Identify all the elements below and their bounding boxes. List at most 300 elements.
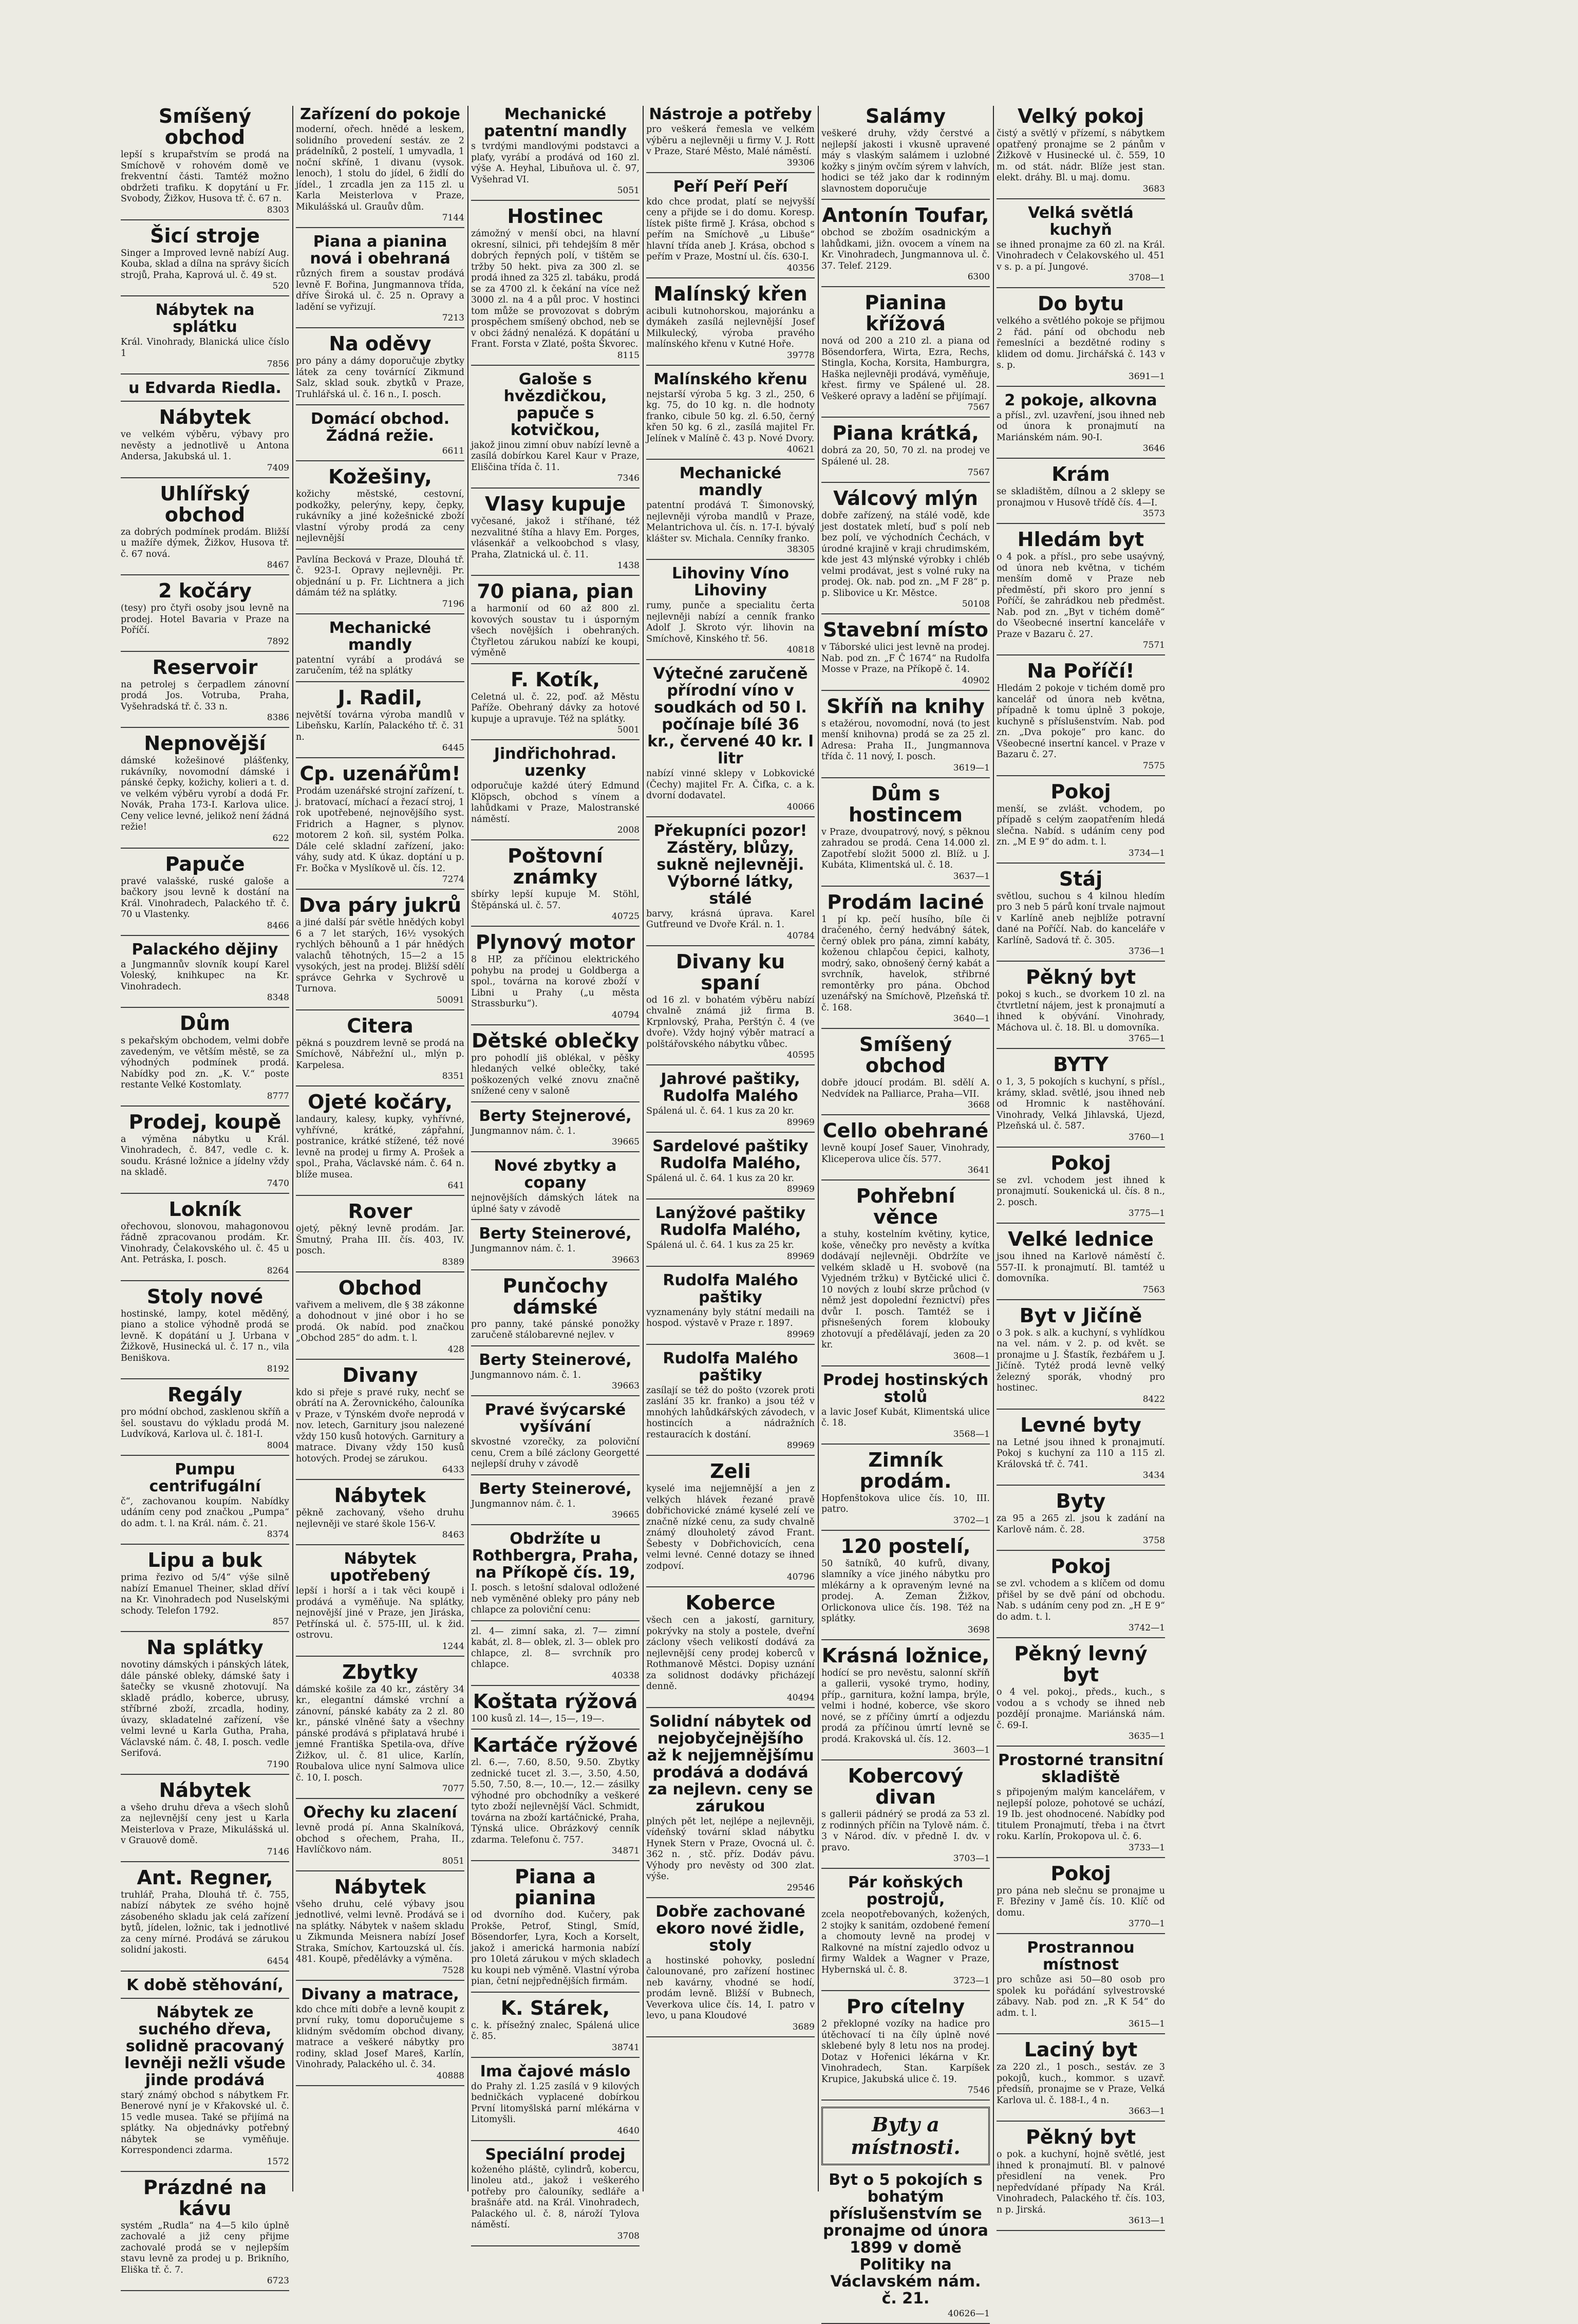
classified-ad <box>646 178 815 278</box>
ad-heading: Plynový motor <box>475 931 635 953</box>
classified-ad <box>296 620 464 682</box>
column-rule <box>292 106 293 2191</box>
ad-code: 8467 <box>267 560 289 570</box>
ad-separator <box>121 295 289 296</box>
ad-body: za 220 zl., 1 posch., sestáv. ze 3 pokojů, kuch., kommor. s uzavř. předsíň, pronajme se v Praze, Velká Karlova ul. č. 188-I., 4 n. <box>997 2062 1165 2106</box>
ad-heading: Punčochy dámské <box>502 1274 608 1318</box>
ad-heading: Reservoir <box>152 655 258 679</box>
ad-separator <box>821 1114 990 1115</box>
ad-heading: Prodám laciné <box>827 890 984 913</box>
ad-code: 38741 <box>611 2042 640 2053</box>
ad-code: 7409 <box>267 462 289 473</box>
classified-ad <box>296 763 464 890</box>
ad-code: 89969 <box>786 1184 815 1194</box>
ad-body: zámožný v menší obci, na hlavní okresní, silnici, při tehdejším 8 měr dobrých řepných polí, v tištěm se tržby 50 hekt. piva za 300 zl. se prodá ihned za 325 zl. tabáku, prodá se za 4700 zl. k čekání na více než 3000 zl. na 4 a půl proc. V hostinci tom může se provozovat s dobrým prospěchem smíšený obchod, neb se v obci žádný nenalézá. K dopátání u Frant. Forsta v Zlaté, pošta Škvorec. <box>471 229 640 349</box>
classified-ad <box>471 669 640 741</box>
ad-code: 6445 <box>442 743 464 753</box>
ad-body: pro pány a dámy doporučuje zbytky látek za ceny továrnící Zikmund Salz, sklad souk. zbytků v Praze, Truhlářská ul. č. 16 n., I. posch. <box>296 356 464 400</box>
ad-heading: Malínského křenu <box>653 370 807 388</box>
ad-separator <box>646 659 815 660</box>
ad-code: 3683 <box>1142 183 1165 194</box>
ad-separator <box>471 1345 640 1346</box>
ad-body: sbírky lepší kupuje M. Stöhl, Štěpánská ul. č. 57. <box>471 889 640 911</box>
ad-code: 40796 <box>786 1572 815 1582</box>
classified-ad <box>296 1201 464 1272</box>
ad-separator <box>471 839 640 840</box>
ad-separator <box>121 1971 289 1972</box>
classified-ad <box>821 1120 990 1180</box>
ad-separator <box>121 1007 289 1008</box>
ad-separator <box>997 2033 1165 2034</box>
ad-body: kdo chce míti dobře a levně koupit z první ruky, tomu doporučujeme s klidným svědomím obchod divany, matrace a veškeré nábytky pro rodiny, sklad Josef Mareš, Karlín, Vinohrady, Palackého ul. č. 34. <box>296 2004 464 2070</box>
ad-heading: Obdržíte u Rothbergra, Praha, na Příkopě čís. 19, <box>472 1530 639 1582</box>
ad-code: 8351 <box>442 1071 464 1081</box>
ad-code: 3742—1 <box>1128 1623 1165 1633</box>
classified-ad <box>471 1276 640 1346</box>
classified-ad <box>997 293 1165 387</box>
classified-ad <box>121 483 289 576</box>
ad-body: nová od 200 a 210 zl. a piana od Bösendorfera, Wirta, Ezra, Rechs, Stingla, Kocha, Korsita, Hamburgra, Haška nejlevněji prodává, vyměňuje, křest. firmy ve Spálené ul. 28. Veškeré opravy a ladění se přijímají. <box>821 336 990 402</box>
ad-code: 7196 <box>442 598 464 609</box>
ad-heading: Berty Steinerové, <box>479 1351 632 1369</box>
ad-separator <box>296 757 464 758</box>
ad-code: 8422 <box>1142 1394 1165 1404</box>
classified-ad <box>296 333 464 405</box>
classified-ad <box>471 371 640 489</box>
ad-body: do Prahy zl. 1.25 zasílá v 9 kilových bedničkách vyplacené dobírkou První litomyšlská parní mlékárna v Litomyšli. <box>471 2081 640 2125</box>
ad-body: a hostinské pohovky, poslední čalounované, pro zařízení hostinec neb kavárny, vhodné se hodí, prodám levně. Bližší v Bubnech, Veverkova ulice čís. 14, I. patro v levo, u pana Kloudové <box>646 1955 815 2021</box>
ad-code: 40902 <box>962 675 990 686</box>
classified-ad <box>997 781 1165 864</box>
ad-heading: Pravé švýcarské vyšívání <box>484 1401 626 1436</box>
ad-code: 39665 <box>611 1510 640 1520</box>
ad-body: Jungmannov nám. č. 1. <box>471 1126 576 1136</box>
ad-separator <box>296 227 464 228</box>
ad-code: 7571 <box>1142 640 1165 650</box>
ad-separator <box>121 401 289 402</box>
ad-body: a výměna nábytku u Král. Vinohradech, č. 847, vedle c. k. soudu. Krásné ložnice a jídelny vždy na skladě. <box>121 1134 289 1177</box>
ad-separator <box>997 2121 1165 2122</box>
ad-body: vyčesané, jakož i stříhané, též nezvalitné štíha a hlavy Em. Porges, vlásenkář a velkoobchod s vlasy, Praha, Zlatnická ul. č. 11. <box>471 516 640 560</box>
classified-ad <box>121 302 289 374</box>
ad-body: čistý a světlý v přízemí, s nábytkem opatřený pronajme se 2 pánům v Žižkově v Husinecké ul. č. 559, 10 m. od stát. nádr. Blíže jest stan. elekt. dráhy. Bl. u maj. domu. <box>997 128 1165 183</box>
ad-body: ořechovou, slonovou, mahagonovou řádně zpracovanou prodám. Kr. Vinohrady, Čelakovského ul. č. 45 u Ant. Petráska, I. posch. <box>121 1221 289 1265</box>
classified-ad <box>121 2004 289 2172</box>
ad-separator <box>471 365 640 366</box>
classified-ad <box>296 1278 464 1360</box>
ad-body: nejnovějších dámských látek na úplné šaty v závodě <box>471 1193 640 1214</box>
ad-separator <box>646 365 815 366</box>
ad-separator <box>646 559 815 560</box>
classified-ad <box>121 407 289 478</box>
ad-body: dámské košile za 40 kr., zástěry 34 kr., elegantní dámské vrchní a zánovní, pánské kabáty za 2 zl. 80 kr., pánské vlněné šaty a všechny pánské prodává s připlatavá hrubé i jemné Františka Spetila-ova, dříve Žižkov, ul. č. 81 ulice, Karlín, Roubalova ulice nyní Salmova ulice č. 10, I. posch. <box>296 1684 464 1783</box>
ad-separator <box>296 1085 464 1086</box>
ad-separator <box>997 198 1165 199</box>
classified-ad <box>997 1415 1165 1486</box>
ad-separator <box>471 1101 640 1102</box>
classified-ad <box>296 895 464 1010</box>
classified-ad <box>296 1092 464 1196</box>
classified-ad <box>646 1461 815 1587</box>
ad-heading: Velká světlá kuchyň <box>1028 203 1134 239</box>
ad-heading: Antonín Toufar, <box>822 204 989 227</box>
ad-heading: Dům s hostincem <box>849 782 963 826</box>
ad-separator <box>121 1774 289 1775</box>
ad-code: 6611 <box>442 446 464 456</box>
ad-body: všeho druhu, celé výbavy jsou jednotlivé, velmi levně. Prodává se i na splátky. Nábytek v našem skladu u Zikmunda Meisnera nabízí Josef Straka, Smíchov, Kartouzská ul. čís. 481. Koupě, předělávky a výměna. <box>296 1899 464 1964</box>
ad-code: 89969 <box>786 1251 815 1262</box>
newspaper-page <box>121 105 1549 2319</box>
ad-code: 622 <box>272 833 289 844</box>
ad-body: systém „Rudla“ na 4—5 kilo úplně zachovalé a již ceny přijme zachovalé prodá se v nejlepším stavu levně za prodej u p. Brikního, Eliška tř. č. 7. <box>121 2220 289 2275</box>
classified-ad <box>471 932 640 1025</box>
column-4 <box>646 106 815 2191</box>
ad-body: velkého a světlého pokoje se přijmou 2 řád. pání od obchodu neb řemeslníci a bezdětné rodiny s klidem od domu. Jirchářská č. 143 v s. p. <box>997 316 1165 370</box>
classified-ad <box>821 1766 990 1869</box>
ad-body: na petrolej s čerpadlem zánovní prodá Jos. Votruba, Praha, Vyšehradská tř. č. 33 n. <box>121 679 289 712</box>
ad-body: Celetná ul. č. 22, poď. až Městu Paříže. Obehraný dávky za hotové kupuje a upravuje. Též na splátky. <box>471 691 640 724</box>
ad-code: 7567 <box>967 402 990 413</box>
ad-body: 8 HP, za příčinou elektrického pohybu na prodej u Goldberga a spol., továrna na korové zboží v Libni u Prahy („u města Strassburku“). <box>471 954 640 1009</box>
column-rule <box>467 106 468 2191</box>
classified-ad <box>296 1485 464 1545</box>
classified-ad <box>471 1530 640 1621</box>
ad-code: 7528 <box>442 1965 464 1976</box>
classified-ad <box>646 371 815 460</box>
ad-body: pro panny, také pánské ponožky zaručeně stálobarevné nejlev. v <box>471 1319 640 1340</box>
classified-ad <box>646 565 815 660</box>
ad-separator <box>821 417 990 418</box>
classified-ad <box>821 106 990 200</box>
ad-separator <box>821 2100 990 2101</box>
ad-heading: Zimník prodám. <box>859 1448 952 1492</box>
ad-separator <box>997 1048 1165 1049</box>
classified-ad <box>296 1365 464 1480</box>
ad-body: lepší i horší a i tak věci koupě i prodává a vyměňuje. Na splátky, nejnovější jiné v Praze, jen Jiráska, Petřínská ul. č. 575-III, ul. k žid. ostrovu. <box>296 1586 464 1640</box>
classified-ad <box>296 1877 464 1981</box>
ad-heading: 2 pokoje, alkovna <box>1004 391 1157 409</box>
ad-body: truhlář, Praha, Dlouhá tř. č. 755, nabízí nábytek ze svého hojně zásobeného skladu jak celá zařízení bytů, jídelen, ložnic, tak i jednotlivé za ceny mírné. Prodává se zárukou solidní jakosti. <box>121 1889 289 1955</box>
ad-body: o 4 pok. a přísl., pro sebe usaývný, od února neb května, v tichém menším domě v Praze neb předměstí, při skoro pro jenní s Poříčí, še zahrádkou neb předměst. Nab. pod zn. „Byt v tichém domě“ do Všeobecné insertní kanceláře v Praze v Bazaru č. 27. <box>997 552 1165 640</box>
ad-code: 7144 <box>442 213 464 223</box>
ad-separator <box>121 1861 289 1862</box>
ad-body: a harmonií od 60 až 800 zl. kovových soustav tu i úsporným všech novějších i obehraných. Čtyřletou zárukou nabízí ke koupi, výměně <box>471 604 640 658</box>
ad-heading: Nové zbytky a copany <box>494 1157 617 1192</box>
classified-ad <box>997 204 1165 289</box>
classified-ad <box>997 1054 1165 1148</box>
classified-ad <box>121 1112 289 1194</box>
ad-body: novotiny dámských i pánských látek, dále pánské obleky, dámské šaty i šatečky se vkusně zhotovují. Na skladě prádlo, koberce, ubrusy, stříbrné zboží, zrcadla, hodiny, úvazy, skladatelné zařízení, vše velmi levné u Karla Gutha, Praha, Václavské nám. č. 48, I. posch. vedle Serifová. <box>121 1660 289 1758</box>
ad-heading: K. Stárek, <box>500 1996 610 2019</box>
ad-separator <box>121 1193 289 1194</box>
ad-body: Jungmannov nám. č. 1. <box>471 1244 576 1254</box>
ad-body: s tvrdými mandlovými podstavci a plaťy, vyrábí a prodává od 160 zl. výše A. Heyhal, Libuňova ul. č. 97, Vyšehrad VI. <box>471 141 640 185</box>
ad-code: 39663 <box>611 1254 640 1265</box>
ad-code: 3736—1 <box>1128 946 1165 957</box>
ad-code: 8348 <box>267 992 289 1003</box>
ad-code: 3691—1 <box>1128 371 1165 382</box>
ad-separator <box>997 961 1165 962</box>
ad-code: 3646 <box>1142 443 1165 454</box>
ad-heading: Prodej, koupě <box>128 1110 281 1133</box>
classified-ad <box>997 1229 1165 1300</box>
ad-code: 428 <box>447 1344 464 1355</box>
ad-heading: Zařízení do pokoje <box>300 105 460 123</box>
ad-body: patentní vyrábí a prodává se zaručením, též na splátky <box>296 654 464 676</box>
ad-heading: Rudolfa Malého paštiky <box>663 1349 798 1384</box>
ad-heading: Dům <box>179 1012 231 1035</box>
ad-code: 8389 <box>442 1257 464 1267</box>
ad-heading: Byt v Jičíně <box>1019 1304 1142 1327</box>
ad-body: od dvorního dod. Kučery, pak Prokše, Petrof, Stingl, Smíd, Bösendorfer, Lyra, Koch a Korselt, jakož i americká harmonia nabízí pro 10letá zárukou v mých skladech ku koupi neb výměně. Vlastní výroba pian, četní nejpřednějších firmám. <box>471 1910 640 1986</box>
ad-code: 857 <box>272 1617 289 1627</box>
ad-heading: Pěkný levný byt <box>1014 1642 1148 1686</box>
classified-ad <box>821 423 990 483</box>
classified-ad <box>997 967 1165 1049</box>
classified-ad <box>471 745 640 840</box>
ad-body: Pavlína Becková v Praze, Dlouhá tř. č. 923-I. Opravy nejlevněji. Pr. objednání u p. Fr. Lichtnera a jich dámám též na splátky. <box>296 554 464 598</box>
ad-body: odporučuje každé úterý Edmund Klöpsch, obchod s vínem a lahůdkami v Praze, Malostranské náměstí. <box>471 781 640 824</box>
ad-code: 3603—1 <box>953 1745 990 1755</box>
ad-separator <box>997 654 1165 655</box>
ad-code: 3734—1 <box>1128 848 1165 858</box>
ad-code: 39663 <box>611 1381 640 1391</box>
ad-separator <box>471 200 640 201</box>
ad-separator <box>646 1344 815 1345</box>
ad-heading: Výtečné zaručeně přírodní víno v soudkách od 50 l. počínaje bílé 36 kr., červené 40 kr. l litr <box>647 665 814 767</box>
classified-ad <box>646 1903 815 2037</box>
classified-ad <box>471 2063 640 2141</box>
ad-body: levně prodá pí. Anna Skalníková, obchod s ořechem, Praha, II., Havlíčkovo nám. <box>296 1823 464 1855</box>
ad-heading: Na splátky <box>146 1636 264 1659</box>
ad-body: se ihned pronajme za 60 zl. na Král. Vinohradech v Čelakovského ul. 451 v s. p. a pí. Jungové. <box>997 239 1165 272</box>
ad-body: zasílají se též do pošto (vzorek proti zaslání 35 kr. franko) a jsou též v mnohých lahůdkářských závodech, v hostincích a nádražních restauracích k dostání. <box>646 1385 815 1440</box>
ad-code: 8386 <box>267 713 289 723</box>
ad-heading: Koštata rýžová <box>473 1690 638 1713</box>
ad-heading: Byty <box>1056 1490 1106 1512</box>
ad-code: 8004 <box>267 1440 289 1451</box>
ad-heading: Uhlířský obchod <box>160 482 250 526</box>
classified-ad <box>646 1272 815 1345</box>
ad-heading: Obchod <box>338 1276 422 1299</box>
ad-body: za dobrých podmínek prodám. Bližší u mažíře dýmek, Žižkov, Husova tř. č. 67 nová. <box>121 527 289 559</box>
ad-body: lepší s krupařstvím se prodá na Smíchově v rohovém domě ve frekventní části. Tamtéž možno obdržeti trafiku. K dopytání u Fr. Svobody, Žižkov, Husova tř. č. 67 n. <box>121 149 289 204</box>
ad-body: Hopfenštokova ulice čís. 10, III. patro. <box>821 1493 990 1514</box>
ad-heading: Ima čajové máslo <box>480 2062 631 2081</box>
classified-ad <box>296 1016 464 1087</box>
ad-separator <box>471 1474 640 1475</box>
ad-heading: Lipu a buk <box>147 1549 262 1571</box>
ad-separator <box>471 1269 640 1270</box>
ad-body: dámské kožešinové plášťenky, rukávníky, novomodní dámské i pánské čepky, kožichy, kolieri a t. d. ve velkém výběru vyrobí a dodá Fr. Novák, Praha 173-I. Karlova ulice. Ceny velice levné, jelikož není žádná režie! <box>121 756 289 832</box>
ad-heading: Byt o 5 pokojích s bohatým příslušenstvím se pronajme od února 1899 v domě Politiky na Václavském nám. č. 21. <box>823 2171 988 2308</box>
ad-heading: Nábytek <box>334 1875 426 1898</box>
ad-separator <box>646 1064 815 1065</box>
ad-code: 8303 <box>267 204 289 215</box>
classified-ad <box>471 206 640 366</box>
ad-code: 40621 <box>786 444 815 455</box>
ad-separator <box>821 1759 990 1760</box>
classified-ad <box>821 783 990 887</box>
ad-body: s připojeným malým kancelářem, v nejlepší poloze, pohotové se uchází, 19 Ib. jest ohodnocené. Nabídky pod titulem Pronajmutí, třeba i na čtvrt roku. Karlín, Prokopova ul. č. 6. <box>997 1787 1165 1842</box>
ad-separator <box>997 2230 1165 2231</box>
ad-separator <box>121 1544 289 1545</box>
ad-heading: Speciální prodej <box>485 2145 626 2164</box>
ad-code: 5051 <box>617 185 640 196</box>
ad-heading: Ant. Regner, <box>137 1866 273 1889</box>
ad-separator <box>121 1998 289 1999</box>
ad-code: 8463 <box>442 1530 464 1540</box>
ad-body: 1 pí kp. pečí husího, bíle či dračeného, černý hedvábný šátek, černý oblek pro pána, zimní kabáty, koženou chlapčou čepici, kalhoty, modrý, sako, obnošený černý kabát a svrchník, havelok, střibrné remontěrky pro pána. Obchod uzenářský na Smíchově, Plzeňská tř. č. 168. <box>821 914 990 1013</box>
classified-ad <box>296 410 464 461</box>
ad-body: nabízí vinné sklepy v Lobkovické (Čechy) majitel Fr. A. Čifka, c. a k. dvorní dodavatel. <box>646 769 815 801</box>
ad-heading: Koberce <box>685 1591 776 1614</box>
ad-code: 6300 <box>967 272 990 282</box>
ad-heading: Šicí stroje <box>150 224 260 247</box>
classified-ad <box>997 2127 1165 2231</box>
ad-heading: F. Kotík, <box>511 668 600 691</box>
classified-ad <box>121 1461 289 1545</box>
ad-code: 7274 <box>442 874 464 885</box>
ad-separator <box>997 1933 1165 1934</box>
ad-heading: Pro cítelny <box>846 1995 965 2018</box>
ad-separator <box>821 1639 990 1640</box>
ad-code: 3640—1 <box>953 1014 990 1024</box>
ad-heading: Mechanické mandly <box>679 464 782 499</box>
ad-heading: Peří Peří Peří <box>673 177 788 196</box>
ad-body: ve velkém výběru, výbavy pro nevěsty a jednotlivě u Antona Andersa, Jakubská ul. 1. <box>121 429 289 462</box>
ad-heading: Smíšený obchod <box>158 105 252 148</box>
ad-code: 39665 <box>611 1137 640 1147</box>
ad-body: zcela neopotřebovaných, kožených, 2 stojky k sanitám, ozdobené řemení a chomouty levně na prodej v Ralkovné na místní zajedlo odvoz u firmy Waldek a Wagner v Praze, Hybernská ul. č. 8. <box>821 1909 990 1975</box>
ad-code: 3635—1 <box>1128 1731 1165 1741</box>
ad-body: 50 šatníků, 40 kufrů, divany, slamníky a více jiného nábytku pro mlékárny a k opraveným levné na prodej. A. Zeman Žižkov, Orlickonova ulice čís. 198. Též na splátky. <box>821 1558 990 1624</box>
ad-code: 40794 <box>611 1009 640 1020</box>
ad-body: Spálená ul. č. 64. 1 kus za 20 kr. <box>646 1106 794 1116</box>
ad-code: 7470 <box>267 1178 289 1189</box>
ad-heading: Stáj <box>1059 867 1103 890</box>
ad-heading: Vlasy kupuje <box>484 493 626 515</box>
ad-separator <box>997 1485 1165 1486</box>
ad-code: 6723 <box>267 2276 289 2286</box>
ad-separator <box>296 2085 464 2086</box>
ad-body: v Táborské ulici jest levně na prodej. Nab. pod zn. „F Č 1674“ na Rudolfa Mosse v Praze, na Příkopě č. 14. <box>821 642 990 674</box>
classified-ad <box>646 1713 815 1898</box>
classified-ad <box>471 1157 640 1220</box>
ad-separator <box>471 2140 640 2141</box>
ad-code: 50108 <box>962 599 990 609</box>
classified-ad <box>121 380 289 402</box>
column-5 <box>821 105 990 2319</box>
column-rule <box>818 106 819 2191</box>
ad-code: 38305 <box>786 545 815 555</box>
ad-code: 7190 <box>267 1759 289 1770</box>
ad-code: 40066 <box>786 801 815 812</box>
ad-separator <box>821 777 990 778</box>
classified-ad <box>471 1225 640 1270</box>
ad-body: hostinské, lampy, kotel měděný, piano a stolice výhodně prodá se levně. K dopátání u J. Urbana v Žižkově, Husinecká ul. č. 17 n., vila Beniškova. <box>121 1308 289 1363</box>
classified-ad <box>821 1372 990 1445</box>
classified-ad <box>121 733 289 849</box>
ad-separator <box>821 613 990 614</box>
ad-separator <box>646 277 815 278</box>
ad-heading: Prodej hostinských stolů <box>822 1371 989 1406</box>
ad-separator <box>121 848 289 849</box>
ad-body: s gallerii pádnérý se prodá za 53 zl. z rodinných příčin na Tylově nám. č. 3 v Národ. dív. v předně I. dv. v pravo. <box>821 1809 990 1853</box>
ad-heading: K době stěhování, <box>126 1976 284 1994</box>
ad-code: 6454 <box>267 1956 289 1966</box>
ad-code: 3613—1 <box>1128 2216 1165 2226</box>
classified-ad <box>471 1401 640 1475</box>
ad-separator <box>471 1685 640 1686</box>
ad-heading: Prostrannou místnost <box>1027 1939 1135 1974</box>
ad-heading: Pokoj <box>1050 780 1111 803</box>
ad-separator <box>997 1746 1165 1747</box>
ad-separator <box>997 1857 1165 1858</box>
classified-ad <box>296 466 464 550</box>
classified-ad <box>821 205 990 287</box>
ad-separator <box>121 219 289 220</box>
ad-separator <box>821 1990 990 1991</box>
ad-separator <box>997 1223 1165 1224</box>
ad-separator <box>997 1550 1165 1551</box>
ad-body: pro veškerá řemesla ve velkém výběru a nejlevněji u firmy V. J. Rott v Praze, Staré Město, Malé náměstí. <box>646 124 815 157</box>
ad-code: 40595 <box>786 1050 815 1060</box>
classified-ad <box>997 1305 1165 1410</box>
classified-ad <box>821 1536 990 1640</box>
ad-heading: Piana a pianina <box>514 1865 596 1909</box>
ad-code: 8777 <box>267 1091 289 1101</box>
ad-heading: Lanýžové paštiky Rudolfa Malého, <box>655 1204 806 1239</box>
ad-separator <box>121 477 289 478</box>
ad-code: 7856 <box>267 359 289 369</box>
ad-separator <box>471 1524 640 1525</box>
ad-body: Hledám 2 pokoje v tichém domě pro kancelář od února neb května, případně k tomu úplně 3 pokoje, kuchyně s příslušenstvím. Nab. pod zn. „Dva pokoje“ pro kanc. do Všeobecné insertní kancel. v Praze v Bazaru č. 27. <box>997 683 1165 760</box>
ad-separator <box>471 488 640 489</box>
ad-heading: Překupníci pozor! Zástěry, blůzy, sukně nejlevněji. Výborné látky, stálé <box>653 821 807 908</box>
ad-body: se zvl. vchodem jest ihned k pronajmutí. Soukenická ul. čís. 8 n., 2. posch. <box>997 1175 1165 1208</box>
ad-body: obchod se zbožím osadnickým a lahůdkami, jižn. ovocem a vínem na Kr. Vinohradech, Jungmannova ul. č. 37. Telef. 2129. <box>821 228 990 271</box>
ad-code: 3608—1 <box>953 1351 990 1361</box>
ad-heading: Stoly nové <box>146 1285 264 1308</box>
ad-separator <box>646 816 815 817</box>
ad-body: různých firem a soustav prodává levně F. Bořina, Jungmannova třída, dříve Široká ul. č. 25 n. Opravy a ladění se vyřizují. <box>296 269 464 312</box>
ad-body: největší továrna výroba mandlů v Libeňsku, Karlín, Palackého tř. č. 31 n. <box>296 709 464 742</box>
ad-body: na Letné jsou ihned k pronajmutí. Pokoj s kuchyní za 110 a 115 zl. Královská tř. č. 741. <box>997 1437 1165 1470</box>
ad-heading: Prostorné transitní skladiště <box>998 1751 1163 1786</box>
ad-heading: Mechanické patentní mandly <box>483 105 627 140</box>
ad-body: ojetý, pěkný levně prodám. Jar. Šmutný, Praha III. čís. 403, IV. posch. <box>296 1224 464 1256</box>
ad-heading: Nábytek ze suchého dřeva, solidně pracovaný levněji nežli všude jinde prodává <box>124 2003 286 2089</box>
ad-code: 40888 <box>436 2070 464 2081</box>
ad-code: 39306 <box>786 157 815 168</box>
ad-heading: Smíšený obchod <box>859 1033 952 1077</box>
ad-body: plných pět let, nejlépe a nejlevněji, vídeňský tovární sklad nábytku Hynek Stern v Praze, Ovocná ul. č. 362 n. , stč. příz. Dodáv pávu. Výhody pro nevěsty od 300 zlat. výše. <box>646 1816 815 1882</box>
ad-separator <box>821 199 990 200</box>
ad-separator <box>646 1198 815 1200</box>
classified-ad <box>997 392 1165 459</box>
classified-ad <box>821 696 990 778</box>
ad-code: 40725 <box>611 911 640 922</box>
ad-separator <box>471 926 640 927</box>
ad-separator <box>997 523 1165 524</box>
ad-separator <box>471 1729 640 1730</box>
ad-body: I. posch. s letošní sdaloval odložené neb vyměněné obleky pro pány neb chlapce za poloviční cenu: <box>471 1583 640 1615</box>
ad-separator <box>821 482 990 483</box>
ad-heading: Levné byty <box>1020 1413 1141 1436</box>
classified-ad <box>121 1867 289 1972</box>
ad-separator <box>296 460 464 461</box>
